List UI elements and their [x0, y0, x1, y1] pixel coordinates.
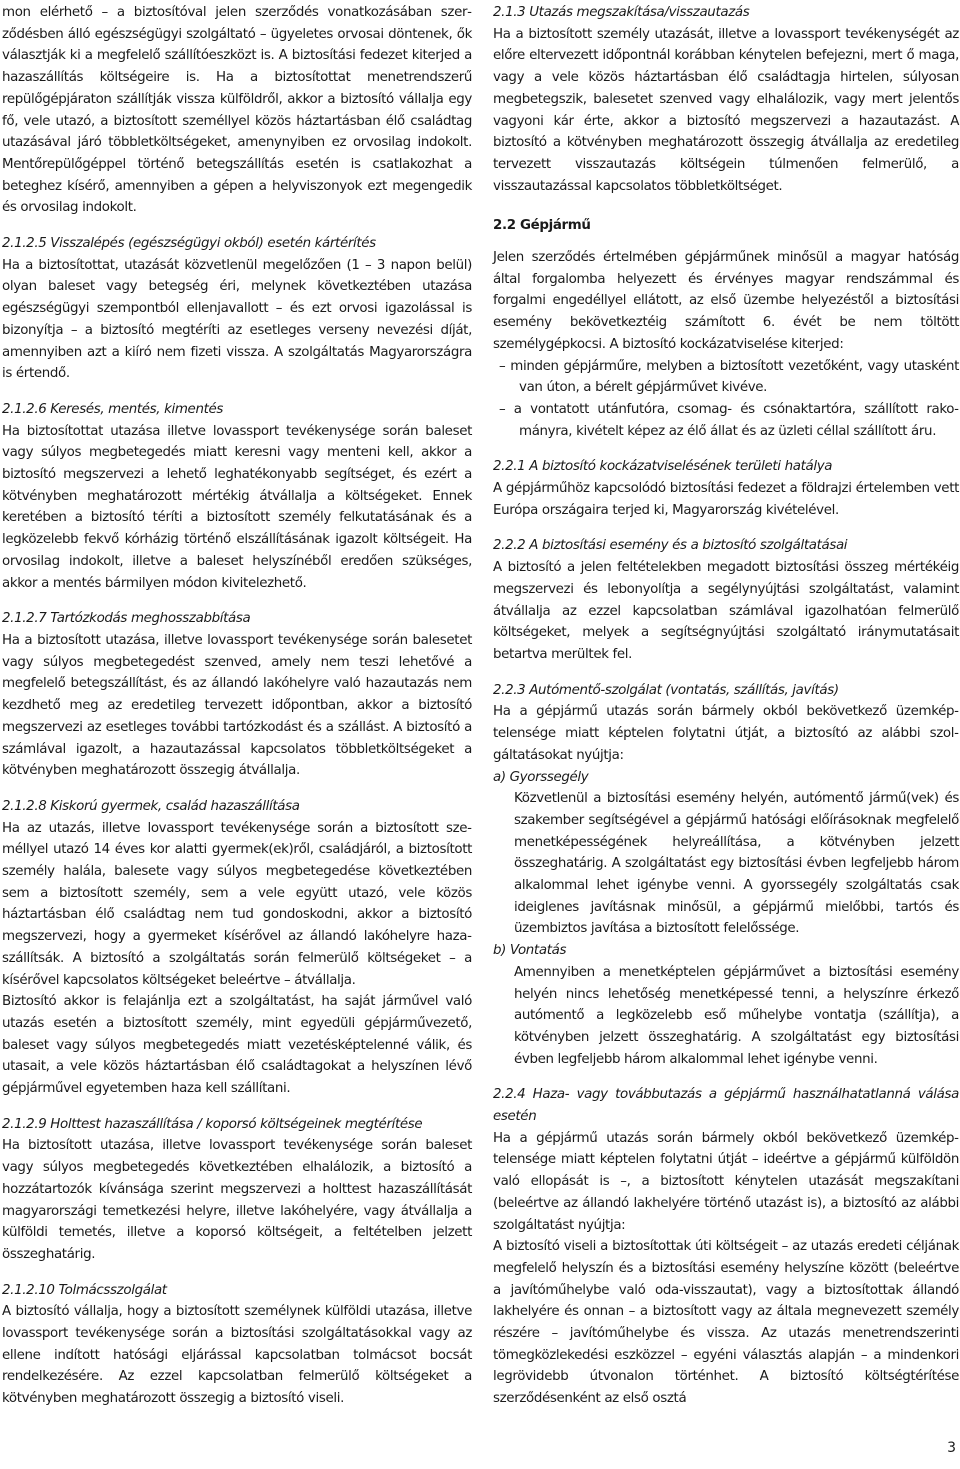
paragraph: Ha a biztosított utazása, illetve lovassport tevékenysége során balesetet vagy súlyos megbetegedést szenved, amely nem teszi lehetővé a megfelelő betegszállítást, és az állandó lakóhelyre való hazautazás nem kezdhető meg az eredetileg tervezett időpontban, akkor a biztosító megszervezi az esetleges további tartózkodást és a szállást. A biztosító a számlával igazolt, a hazautazással kapcsolatos többletköltségeket a kötvényben meghatározott összegig átvállalja. [2, 632, 472, 779]
paragraph: Ha a gépjármű utazás során bármely okból bekövetkező üzemképtelensége miatt képtelen folytatni útját, a biztosító az alábbi szolgáltatásokat nyújtja: [493, 704, 959, 763]
paragraph: Ha a biztosított személy utazását, illetve a lovassport tevékenységét az előre eltervezett időpontnál korábban kénytelen befejezni, mert ő maga, vagy a vele közös háztartásban élő családtagja hirtelen, súlyosan megbetegszik, balesetet szenved vagy elhalálozik, vagy mert jelentős vagyoni kár érte, akkor a biztosító megszervezi a hazautazást. A biztosító a kötvényben meghatározott összegig átvállalja az eredetileg tervezett visszautazás költségein túlmenően felmerülő, a visszautazással kapcsolatos többletköltséget. [493, 26, 959, 194]
paragraph: Ha a gépjármű utazás során bármely okból bekövetkező üzemképtelensége miatt képtelen folytatni útját – ideértve a gépjármű külföldön való ellopását is –, a biztosított kénytelen utazását megszakítani (beleértve az állandó lakhelyére történő utazást is), a biztosító az alábbi szolgáltatást nyújtja: [493, 1130, 959, 1233]
chapter-heading: 2.2 Gépjármű [493, 218, 591, 234]
list-item-body: Közvetlenül a biztosítási esemény helyén, autómentő jármű(vek) és szakember segítségével a gépjármű hatósági előírásoknak megfelelő menetképességének helyreállítása, a kötvényben jelzett összeghatárig. A szolgáltatást egy biztosítási évben legfeljebb három alkalommal lehet igénybe venni. A gyorssegély szolgáltatás csak ideiglenes javításnak minősül, a gépjármű mielőbbi, tartós és üzembiztos javítása a biztosított felelőssége. [514, 791, 959, 937]
list-item: – a vontatott utánfutóra, csomag- és csónaktartóra, szállított rakományra, kivételt képez az élő állat és az üzleti céllal szállított áru. [499, 401, 959, 439]
left-column [2, 2, 472, 1410]
paragraph: Biztosító akkor is felajánlja ezt a szolgáltatást, ha saját járművel való utazás esetén a biztosított személy, mint egyedüli gépjárművezető, baleset vagy súlyos megbetegedés miatt vezetésképtelenné válik, és utasait, a vele közös háztartásban élő családtagokat a helyszínen lévő gépjárművel egyetemben haza kell szállítani. [2, 994, 472, 1097]
paragraph: A biztosító vállalja, hogy a biztosított személynek külföldi utazása, illetve lovassport tevékenysége során a biztosítási szolgáltatásokkal vagy az ellene indított hatósági eljárással kapcsolatban tolmácsot bocsát rendelkezésére. Az ezzel kapcsolatban felmerülő költségeket a kötvényben meghatározott összegig a biztosító viseli. [2, 1304, 472, 1407]
right-column [493, 2, 959, 1410]
paragraph: Ha biztosított utazása, illetve lovassport tevékenysége során baleset vagy súlyos megbetegedés következtében elhalálozik, a biztosító a hozzátartozók kívánsága szerint megszervezi a holttest hazaszállítását magyarországi temetkezési helyre, illetve lakóhelyére, vagy átvállalja a külföldi temetés, illetve a koporsó költségeit, a feltételben jelzett összeghatárig. [2, 1138, 472, 1262]
paragraph: A biztosító viseli a biztosítottak úti költségeit – az utazás eredeti céljának megfelelő helyszín és a biztosítási esemény helyszíne között (beleértve a javítóműhelybe való oda-visszautat), vagy a biztosítottak állandó lakhelyére és onnan – a biztosított vagy az általa megnevezett személy részére – javítóműhelybe és vissza. Az utazás menetrendszerinti tömegközlekedési eszközzel – egyéni választás alapján – a mindenkori legrövidebb útvonalon történhet. A biztosító költségtérítése szerződésenként az első osztá [493, 1239, 959, 1407]
section-heading: 2.1.3 Utazás megszakítása/visszautazás [493, 5, 750, 20]
section-heading: 2.1.2.7 Tartózkodás meghosszabbítása [2, 611, 251, 627]
list-label: a) Gyorssegély [493, 769, 589, 785]
paragraph: mon elérhető – a biztosítóval jelen szerződés vonatkozásában szerződésben álló egészségügyi szolgáltató – ügyeletes orvosai döntenek, ők választják ki a megfelelő szállítóeszközt is. A biztosítási fedezet kiterjed a hazaszállítás költségeire is. Ha a biztosítottat menetrendszerű repülőgépjáraton szállítják vissza külföldről, akkor a biztosító vállalja egy fő, vele utazó, a biztosított személlyel közös háztartásban élő családtag utazásával járó többletköltségeket, amenynyiben ez orvosilag indokolt. Mentőrepülőgéppel történő betegszállítás esetén is csatlakozhat a beteghez kísérő, amennyiben a gépen a helyviszonyok ezt megengedik és orvosilag indokolt. [2, 5, 472, 216]
section-heading: 2.1.2.9 Holttest hazaszállítása / koporsó költségeinek megtérítése [2, 1116, 423, 1132]
section-heading: 2.1.2.8 Kiskorú gyermek, család hazaszállítása [2, 798, 300, 814]
list-item: – minden gépjárműre, melyben a biztosított vezetőként, vagy utasként van úton, a bérelt gépjárművet kivéve. [499, 358, 959, 396]
paragraph: A biztosító a jelen feltételekben megadott biztosítási összeg mértékéig megszervezi és lebonyolítja a segélynyújtási szolgáltatást, valamint átvállalja az ezzel kapcsolatban számlával igazolhatóan felmerülő költségeket, melyek a segítségnyújtási szolgáltató iránymutatásait betartva merültek fel. [493, 560, 959, 662]
section-heading: 2.2.4 Haza- vagy továbbutazás a gépjármű használhatatlanná válása esetén [493, 1087, 959, 1125]
paragraph: Ha az utazás, illetve lovassport tevékenysége során a biztosított személlyel utazó 14 éves kor alatti gyermek(ek)ről, családjáról, a biztosított személy halála, balesete vagy súlyos megbetegedése következtében sem a biztosított személy, sem a vele együtt utazó, vele közös háztartásban élő családtag nem tud gondoskodni, akkor a biztosító megszervezi, hogy a gyermeket kísérővel az állandó lakóhelyre hazaszállítsák. A biztosító a szolgáltatás során felmerülő költségeket – a kísérővel kapcsolatos költségeket beleértve – átvállalja. [2, 820, 472, 988]
section-heading: 2.1.2.10 Tolmácsszolgálat [2, 1282, 167, 1298]
paragraph: A gépjárműhöz kapcsolódó biztosítási fedezet a földrajzi értelemben vett Európa országaira terjed ki, Magyarország kivételével. [493, 481, 959, 518]
section-heading: 2.1.2.5 Visszalépés (egészségügyi okból) esetén kártérítés [2, 236, 376, 252]
section-heading: 2.2.3 Autómentő-szolgálat (vontatás, szállítás, javítás) [493, 682, 839, 698]
paragraph: Ha a biztosítottat, utazását közvetlenül megelőzően (1 – 3 napon belül) olyan baleset vagy betegség éri, melynek következtében utazása egészségügyi szempontból ellenjavallott – és ezt orvosi igazolással is bizonyítja – a biztosító megtéríti az esetleges verseny nevezési díját, amennyiben azt a kiíró nem fizeti vissza. A szolgáltatás Magyarországra is értendő. [2, 257, 472, 382]
list-item-body: Amennyiben a menetképtelen gépjárművet a biztosítási esemény helyén nincs lehetőség menetképessé tenni, a helyszínre érkező autómentő a legközelebb eső műhelybe vontatja (szállítja), a kötvényben jelzett összeghatárig. A szolgáltatást egy biztosítási évben legfeljebb három alkalommal lehet igénybe venni. [514, 964, 959, 1067]
section-heading: 2.2.1 A biztosító kockázatviselésének területi hatálya [493, 459, 833, 475]
section-heading: 2.1.2.6 Keresés, mentés, kimentés [2, 401, 224, 417]
paragraph: Ha biztosítottat utazása illetve lovassport tevékenysége során baleset vagy súlyos megbetegedés miatt keresni vagy menteni kell, akkor a biztosító megszervezi a lehető leghatékonyabb segítséget, és ezért a kötvényben meghatározott mértékig átvállalja a költségeket. Ennek keretében a biztosító téríti a biztosított személy felkutatásának és a legközelebb fekvő kórházig történő elszállításának igazolt költségeit. Ha orvosilag indokolt, illetve a baleset helyszínéből eredően szükséges, akkor a mentés bármilyen módon kivitelezhető. [2, 423, 472, 591]
section-heading: 2.2.2 A biztosítási esemény és a biztosító szolgáltatásai [493, 538, 848, 554]
page-number: 3 [947, 1440, 956, 1456]
paragraph: Jelen szerződés értelmében gépjárműnek minősül a magyar hatóság által forgalomba helyezett és érvényes magyar rendszámmal és forgalmi engedéllyel ellátott, az első üzembe helyezéstől a biztosítási esemény bekövetkeztéig számított 6. évét be nem töltött személygépkocsi. A biztosító kockázatviselése kiterjed: [493, 250, 959, 352]
list-label: b) Vontatás [493, 943, 567, 959]
